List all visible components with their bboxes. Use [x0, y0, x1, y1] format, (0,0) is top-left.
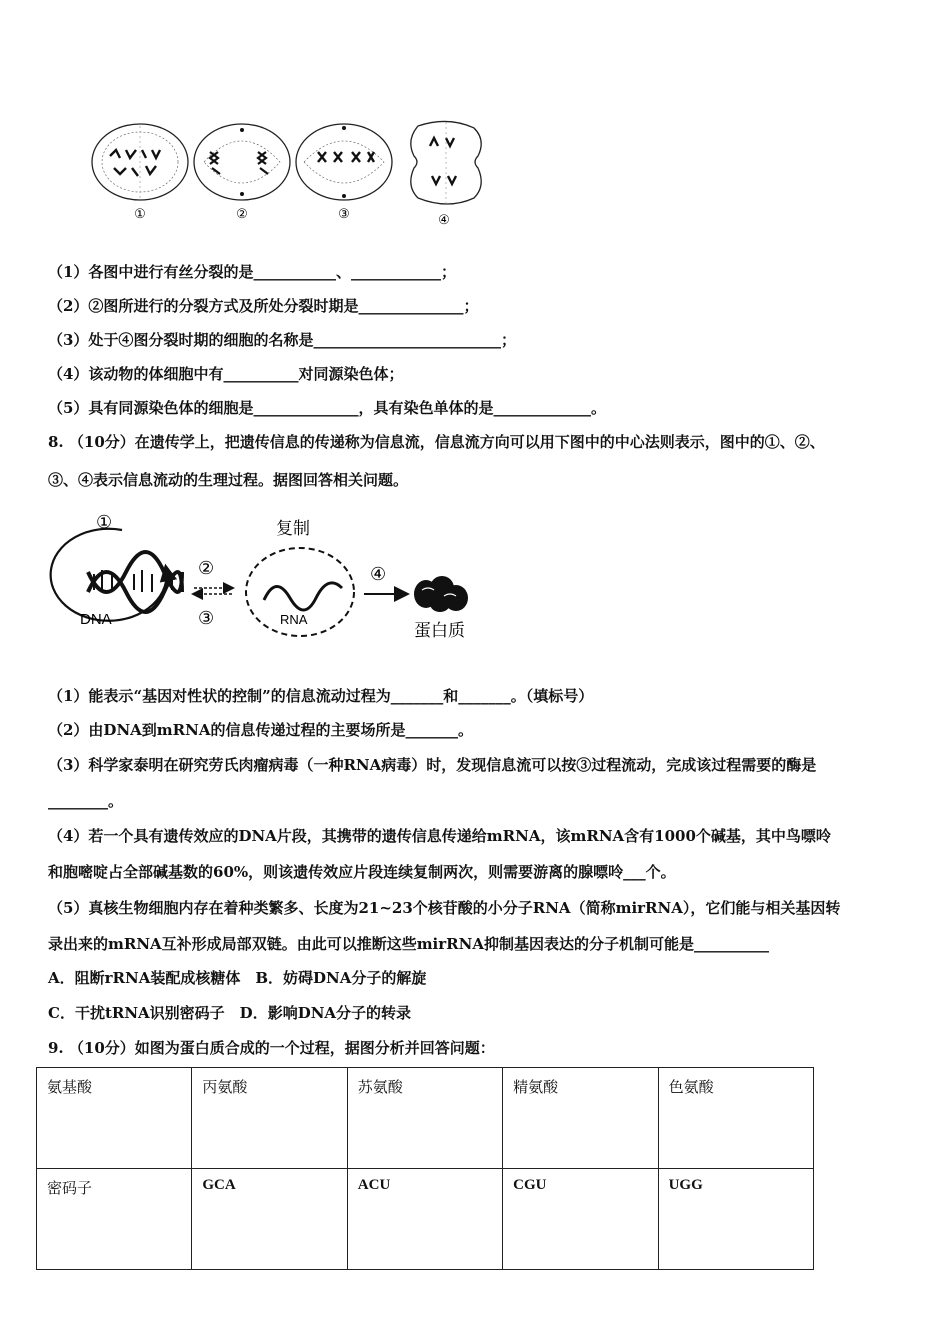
- central-dogma-figure: [44, 508, 494, 648]
- cell-label-3: ③: [338, 207, 350, 222]
- table-row: [37, 1068, 814, 1169]
- q8-stem-line-1: 8. （10分）在遗传学上，把遗传信息的传递称为信息流，信息流方向可以用下图中的中心法则表示，图中的①、②、: [48, 433, 825, 451]
- cell-label-4: ④: [438, 213, 450, 228]
- q7-item-5: （5）具有同源染色体的细胞是______________，具有染色单体的是_____________。: [48, 399, 606, 417]
- q8-option-ab: A．阻断rRNA装配成核糖体 B．妨碍DNA分子的解旋: [48, 969, 427, 987]
- q8-item-4-cont: 和胞嘧啶占全部碱基数的60%，则该遗传效应片段连续复制两次，则需要游离的腺嘌呤___个。: [48, 863, 676, 881]
- q8-item-3-cont: ________。: [48, 792, 124, 810]
- cell-2: [194, 124, 290, 200]
- cell-label-1: ①: [134, 207, 146, 222]
- label-4: ④: [370, 564, 387, 585]
- cell-4: [411, 121, 481, 204]
- q8-item-5: （5）真核生物细胞内存在着种类繁多、长度为21~23个核苷酸的小分子RNA（简称mirRNA），它们能与相关基因转: [48, 899, 841, 917]
- table-cell: ACU: [347, 1169, 502, 1270]
- q8-option-cd: C．干扰tRNA识别密码子 D．影响DNA分子的转录: [48, 1004, 412, 1022]
- table-cell: 苏氨酸: [347, 1068, 502, 1169]
- q8-item-1: （1）能表示“基因对性状的控制”的信息流动过程为_______和_______。（填标号）: [48, 687, 594, 705]
- copy-label: 复制: [276, 519, 310, 539]
- rna-label: RNA: [280, 612, 308, 627]
- label-3: ③: [198, 608, 215, 629]
- q8-item-3: （3）科学家泰明在研究劳氏肉瘤病毒（一种RNA病毒）时，发现信息流可以按③过程流动，完成该过程需要的酶是: [48, 756, 817, 774]
- table-cell: 精氨酸: [503, 1068, 658, 1169]
- q7-item-2: （2）②图所进行的分裂方式及所处分裂时期是______________；: [48, 297, 479, 315]
- cell-3: [296, 124, 392, 200]
- cell-1: [92, 124, 188, 200]
- q8-item-2: （2）由DNA到mRNA的信息传递过程的主要场所是_______。: [48, 721, 473, 739]
- table-cell: GCA: [192, 1169, 347, 1270]
- table-cell: 丙氨酸: [192, 1068, 347, 1169]
- q8-stem-line-2: ③、④表示信息流动的生理过程。据图回答相关问题。: [48, 471, 409, 489]
- table-cell: UGG: [658, 1169, 813, 1270]
- label-1: ①: [96, 512, 113, 533]
- q8-item-5-cont: 录出来的mRNA互补形成局部双链。由此可以推断这些mirRNA抑制基因表达的分子机制可能是__________: [48, 935, 769, 953]
- cell-label-2: ②: [236, 207, 248, 222]
- protein-label: 蛋白质: [414, 621, 465, 641]
- q7-item-1: （1）各图中进行有丝分裂的是___________、____________；: [48, 263, 456, 281]
- amino-acid-codon-table: [36, 1067, 814, 1270]
- cell-division-figure: [86, 116, 486, 232]
- table-row: [37, 1169, 814, 1270]
- protein-icon: [414, 576, 468, 612]
- q7-item-3: （3）处于④图分裂时期的细胞的名称是_________________________；: [48, 331, 516, 349]
- q8-item-4: （4）若一个具有遗传效应的DNA片段，其携带的遗传信息传递给mRNA，该mRNA含有1000个碱基，其中鸟嘌呤: [48, 827, 831, 845]
- dna-replication-arrow: [51, 529, 167, 621]
- table-cell: CGU: [503, 1169, 658, 1270]
- table-cell: 密码子: [37, 1169, 192, 1270]
- dna-helix-icon: [88, 552, 182, 612]
- dna-label: DNA: [80, 611, 112, 628]
- rna-strand-icon: [264, 583, 342, 610]
- label-2: ②: [198, 558, 215, 579]
- q9-stem: 9. （10分）如图为蛋白质合成的一个过程，据图分析并回答问题：: [48, 1039, 495, 1057]
- table-cell: 氨基酸: [37, 1068, 192, 1169]
- q7-item-4: （4）该动物的体细胞中有__________对同源染色体；: [48, 365, 404, 383]
- table-cell: 色氨酸: [658, 1068, 813, 1169]
